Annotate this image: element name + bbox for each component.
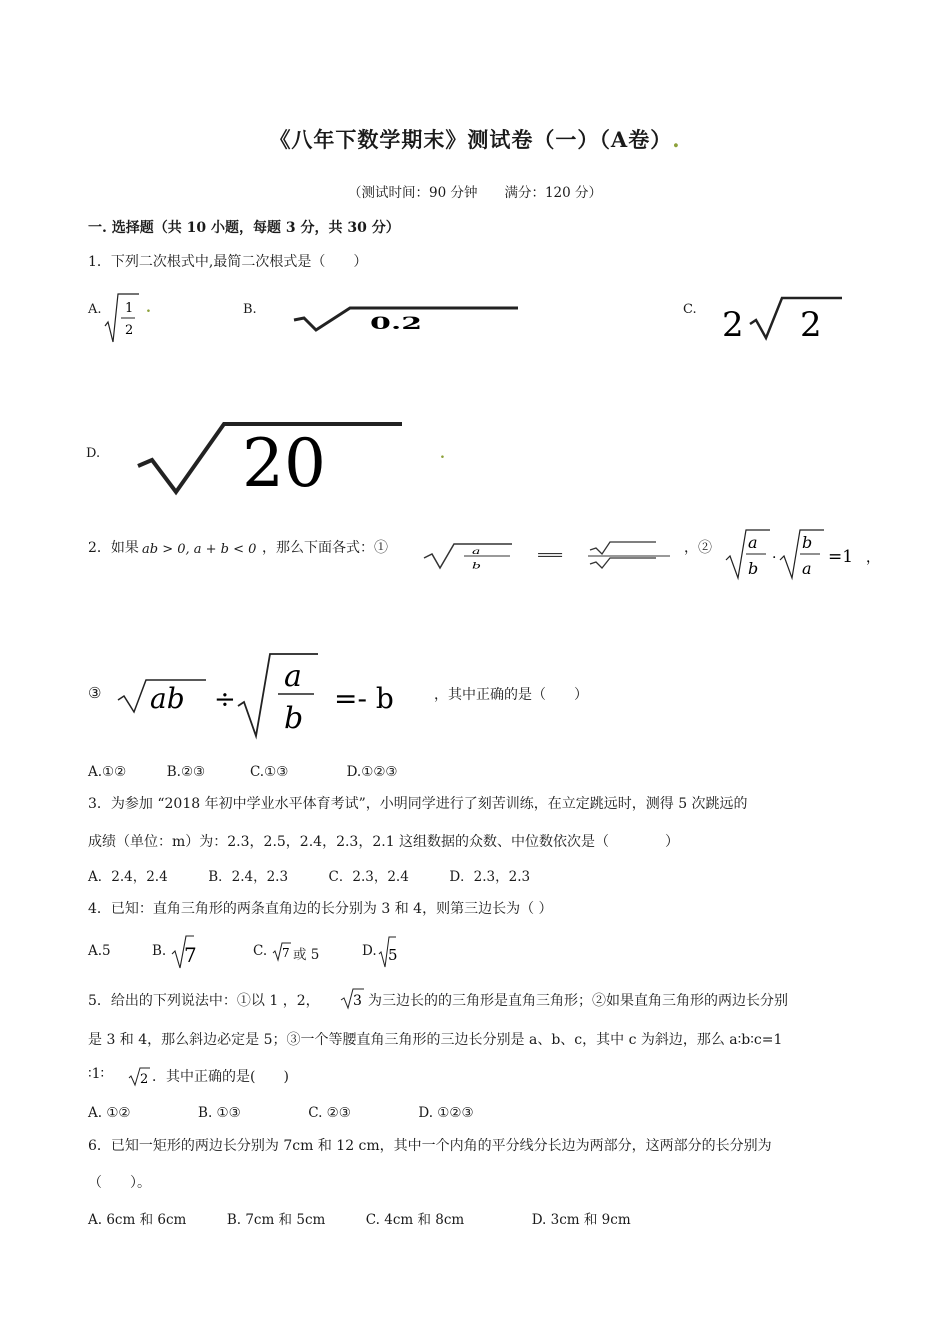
svg-text:=- b: =- b bbox=[334, 682, 394, 715]
q4-option-c-formula bbox=[272, 940, 292, 962]
section-heading: 一. 选择题（共 10 小题，每题 3 分，共 30 分） bbox=[88, 220, 400, 236]
svg-text:3: 3 bbox=[353, 993, 362, 1009]
title-dot: . bbox=[672, 127, 681, 152]
svg-text:÷: ÷ bbox=[214, 685, 236, 715]
question-2-options: A.①② B.②③ C.①③ D.①②③ bbox=[88, 764, 398, 780]
exam-info: （测试时间：90 分钟 满分：120 分） bbox=[347, 185, 603, 201]
question-3-line-2: 成绩（单位：m）为：2.3，2.5，2.4，2.3，2.1 这组数据的众数、中位数依次是（ ） bbox=[88, 834, 680, 850]
q2-statement-1-formula bbox=[420, 538, 680, 574]
q1-option-d-formula bbox=[134, 416, 406, 502]
q1-c-coefficient: 2 bbox=[722, 305, 744, 345]
question-2-sep: ，② bbox=[684, 540, 712, 556]
q1-option-a-label: A. bbox=[88, 302, 102, 317]
question-5-line-3b: ．其中正确的是( ) bbox=[152, 1069, 289, 1085]
question-2-prefix: 2．如果 bbox=[88, 540, 139, 556]
question-5-line-1b: 为三边长的的三角形是直角三角形；②如果直角三角形的两边长分别 bbox=[368, 993, 788, 1009]
q2-statement-3-formula bbox=[114, 650, 434, 740]
question-6-options: A. 6cm 和 6cm B. 7cm 和 5cm C. 4cm 和 8cm D. 3cm 和 9cm bbox=[88, 1212, 631, 1228]
q1-c-radicand: 2 bbox=[800, 305, 822, 345]
question-5-line-2: 是 3 和 4，那么斜边必定是 5；③一个等腰直角三角形的三边长分别是 a、b、c，其中 c 为斜边，那么 a∶b∶c=1 bbox=[88, 1032, 783, 1048]
q1-option-b-label: B. bbox=[243, 302, 257, 317]
q2-circled-3: ③ bbox=[88, 684, 102, 702]
svg-text:·: · bbox=[772, 550, 777, 566]
marker-dot: . bbox=[146, 300, 151, 316]
svg-text:a: a bbox=[284, 659, 302, 694]
question-5-line-3a: ∶1∶ bbox=[88, 1066, 105, 1082]
q4-option-c-label: C. bbox=[253, 943, 268, 959]
svg-text:，: ， bbox=[866, 550, 880, 566]
q4-option-d-label: D. bbox=[362, 943, 377, 959]
marker-dot: . bbox=[440, 446, 445, 462]
svg-text:b: b bbox=[472, 560, 481, 571]
q4-option-c-tail: 或 5 bbox=[293, 947, 320, 963]
q4-option-b-formula bbox=[170, 932, 196, 972]
title-text: 《八年下数学期末》测试卷（一）（A卷） bbox=[269, 127, 673, 152]
question-3-options: A．2.4，2.4 B．2.4，2.3 C．2.3，2.4 D．2.3，2.3 bbox=[88, 869, 531, 885]
q1-a-denominator: 2 bbox=[125, 323, 134, 338]
question-2-condition: ab > 0, a + b < 0 bbox=[142, 542, 257, 557]
question-2-tail: ，其中正确的是（ ） bbox=[434, 687, 588, 703]
svg-text:=: = bbox=[534, 546, 567, 564]
q4-option-d-formula bbox=[378, 934, 398, 970]
svg-text:=1: =1 bbox=[828, 547, 854, 567]
q1-option-b-formula bbox=[290, 298, 530, 334]
q1-b-radicand: 0.2 bbox=[370, 313, 423, 334]
q1-option-c-formula bbox=[720, 292, 850, 344]
svg-text:b: b bbox=[284, 701, 304, 736]
svg-text:2: 2 bbox=[140, 1072, 149, 1087]
svg-text:a: a bbox=[802, 559, 812, 578]
svg-text:b: b bbox=[748, 559, 759, 578]
q5-sqrt3 bbox=[340, 986, 366, 1010]
question-5-line-1a: 5．给出的下列说法中：①以 1 ，2， bbox=[88, 993, 320, 1009]
question-5-options: A. ①② B. ①③ C. ②③ D. ①②③ bbox=[88, 1105, 474, 1121]
svg-text:a: a bbox=[472, 545, 481, 556]
question-1-stem: 1．下列二次根式中,最简二次根式是（ ） bbox=[88, 254, 368, 270]
question-2-mid: ，那么下面各式：① bbox=[262, 540, 388, 556]
svg-text:ab: ab bbox=[150, 682, 185, 715]
svg-text:5: 5 bbox=[388, 946, 398, 964]
page-title bbox=[0, 124, 950, 154]
question-3-line-1: 3．为参加 “2018 年初中学业水平体育考试”，小明同学进行了刻苦训练，在立定跳远时，测得 5 次跳远的 bbox=[88, 796, 748, 812]
q2-statement-2-formula bbox=[724, 524, 880, 586]
q1-option-c-label: C. bbox=[683, 302, 697, 317]
q1-option-d-label: D. bbox=[86, 446, 101, 461]
svg-text:7: 7 bbox=[282, 946, 290, 960]
q1-d-radicand: 20 bbox=[242, 425, 326, 502]
q1-option-a-formula bbox=[103, 290, 143, 346]
question-6-line-2: （ ）。 bbox=[88, 1175, 151, 1191]
q4-option-a: A.5 bbox=[88, 943, 111, 959]
question-6-line-1: 6．已知一矩形的两边长分别为 7cm 和 12 cm，其中一个内角的平分线分长边为两部分，这两部分的长分别为 bbox=[88, 1138, 772, 1154]
question-4-stem: 4．已知：直角三角形的两条直角边的长分别为 3 和 4，则第三边长为（ ） bbox=[88, 901, 553, 917]
svg-text:7: 7 bbox=[184, 943, 197, 967]
q5-sqrt2 bbox=[128, 1065, 152, 1087]
svg-text:b: b bbox=[802, 533, 813, 552]
q1-a-numerator: 1 bbox=[125, 301, 134, 316]
svg-text:a: a bbox=[748, 533, 758, 552]
q4-option-b-label: B. bbox=[152, 943, 167, 959]
